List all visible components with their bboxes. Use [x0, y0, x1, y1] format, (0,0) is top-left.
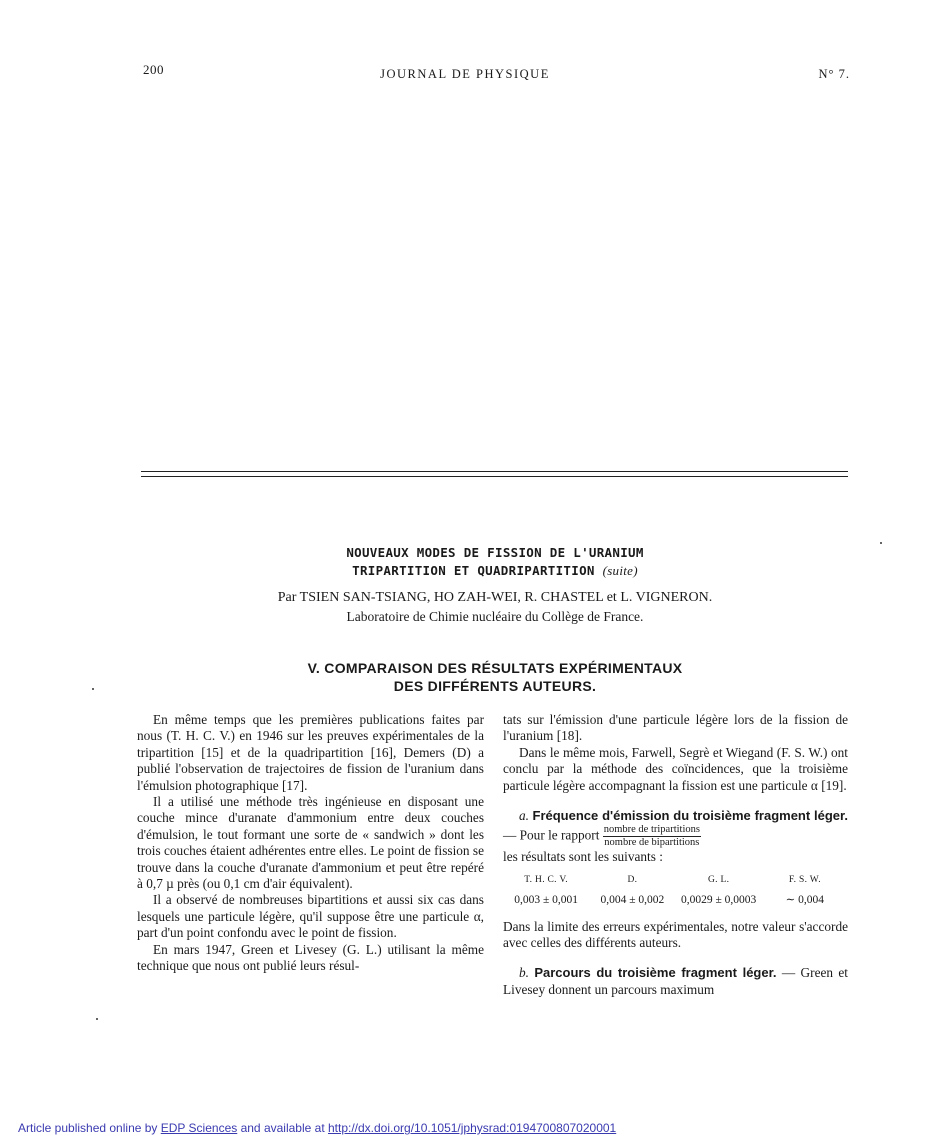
left-column	[137, 712, 484, 975]
page-number: 200	[143, 62, 164, 77]
publisher-link[interactable]: EDP Sciences	[160, 1121, 238, 1135]
right-paragraph-2: Dans le même mois, Farwell, Segrè et Wiegand (F. S. W.) ont conclu par la méthode des coïncidences, que la troisième particule légère accompagnant la fission est une particule α [19].	[503, 744, 848, 793]
scan-speck	[880, 542, 882, 544]
results-value-cell: 0,0029 ± 0,0003	[680, 894, 757, 907]
article-authors: Par TSIEN SAN-TSIANG, HO ZAH-WEI, R. CHASTEL et L. VIGNERON.	[277, 590, 713, 605]
scan-speck	[96, 1018, 98, 1020]
separator-rule-bottom	[141, 476, 848, 477]
footer-notice	[18, 1121, 616, 1135]
subsection-a-label: a.	[519, 808, 529, 824]
section-title	[0, 659, 930, 695]
section-title-line1: V. COMPARAISON DES RÉSULTATS EXPÉRIMENTAUX	[307, 660, 683, 676]
subsection-a-text: — Pour le rapport	[503, 827, 603, 843]
subsection-b	[503, 965, 848, 998]
results-header-cell: F. S. W.	[788, 874, 821, 885]
article-title-line2	[0, 563, 930, 579]
left-paragraph-1: En même temps que les premières publications faites par nous (T. H. C. V.) en 1946 sur les preuves expérimentales de la tripartition [15] et de la quadripartition [16], Demers (D) a publié l'observation de trajectoires de fission de l'uranium dans l'émulsion photographique [17].	[137, 712, 484, 793]
results-value-cell: ∼ 0,004	[785, 894, 825, 907]
article-title-line1: NOUVEAUX MODES DE FISSION DE L'URANIUM	[346, 545, 644, 560]
article-affiliation: Laboratoire de Chimie nucléaire du Collège de France.	[346, 609, 644, 624]
subsection-a-after: les résultats sont les suivants :	[503, 849, 663, 865]
subsection-a-title: Fréquence d'émission du troisième fragment léger.	[532, 808, 848, 824]
left-paragraph-4: En mars 1947, Green et Livesey (G. L.) utilisant la même technique que nous ont publié leurs résul-	[137, 941, 484, 974]
separator-rule-top	[141, 471, 848, 472]
subsection-b-text: — Green et Livesey donnent un parcours maximum	[503, 965, 848, 997]
left-paragraph-2: Il a utilisé une méthode très ingénieuse en disposant une couche mince d'uranate d'ammonium entre deux couches d'émulsion, le tout formant une sorte de « sandwich » dont les trois couches étaient adhérentes entre elles. Le point de fission se trouve dans la couche d'uranate d'ammonium et peut être repéré à 0,7 µ près (ou 0,1 cm d'air équivalent).	[137, 794, 484, 892]
right-paragraph-1: tats sur l'émission d'une particule légère lors de la fission de l'uranium [18].	[503, 712, 848, 744]
subsection-b-title: Parcours du troisième fragment léger.	[534, 965, 777, 981]
journal-name: JOURNAL DE PHYSIQUE	[380, 67, 550, 81]
results-table-values	[503, 892, 848, 908]
ratio-fraction	[603, 824, 701, 849]
results-value-cell: 0,003 ± 0,001	[514, 894, 579, 907]
results-header-cell: G. L.	[707, 874, 730, 885]
results-value-cell: 0,004 ± 0,002	[600, 894, 665, 907]
subsection-a	[503, 808, 848, 849]
article-title-main: TRIPARTITION ET QUADRIPARTITION	[352, 563, 595, 578]
article-title-suffix: (suite)	[602, 563, 638, 578]
footer-prefix: Article published online by	[18, 1121, 161, 1135]
section-title-line2: DES DIFFÉRENTS AUTEURS.	[393, 678, 597, 694]
fraction-numerator: nombre de tripartitions	[603, 824, 700, 836]
footer-middle: and available at	[237, 1121, 328, 1135]
results-header-cell: D.	[627, 874, 638, 885]
scan-speck	[92, 688, 94, 690]
right-column	[503, 712, 848, 998]
right-paragraph-3: Dans la limite des erreurs expérimentales, notre valeur s'accorde avec celles des différents auteurs.	[503, 918, 848, 951]
doi-link[interactable]: http://dx.doi.org/10.1051/jphysrad:0194700807020001	[327, 1121, 617, 1135]
results-table-header	[503, 872, 848, 888]
left-paragraph-3: Il a observé de nombreuses bipartitions et aussi six cas dans lesquels une particule légère, qu'il suppose être une particule α, part d'un point confondu avec le point de fission.	[137, 892, 484, 941]
subsection-b-label: b.	[519, 965, 529, 981]
results-header-cell: T. H. C. V.	[524, 874, 568, 885]
issue-number: N° 7.	[818, 67, 850, 81]
fraction-denominator: nombre de bipartitions	[604, 837, 700, 849]
